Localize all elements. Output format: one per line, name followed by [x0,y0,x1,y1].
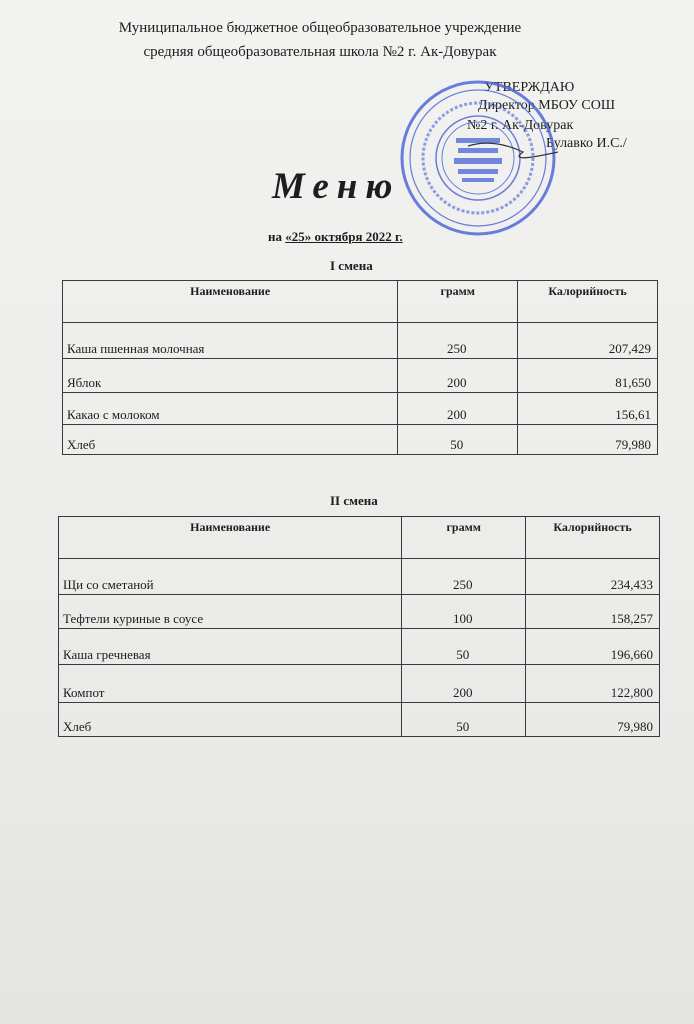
col-name-header: Наименование [59,517,402,559]
col-cal-header: Калорийность [518,281,658,323]
dish-cal: 79,980 [526,703,660,737]
table-row [63,323,658,359]
dish-gram: 250 [402,559,526,595]
col-cal-header: Калорийность [526,517,660,559]
dish-gram: 50 [398,425,518,455]
dish-name: Хлеб [63,425,398,455]
shift2-label: II смена [330,493,378,508]
dish-gram: 200 [398,393,518,425]
table-row [63,393,658,425]
table-row [59,665,660,703]
table-header-row [63,281,658,323]
dish-cal: 79,980 [518,425,658,455]
school-stamp [398,78,558,238]
dish-gram: 50 [402,629,526,665]
table-row [59,629,660,665]
col-gram-header: грамм [398,281,518,323]
col-name-header: Наименование [63,281,398,323]
dish-cal: 158,257 [526,595,660,629]
col-gram-header: грамм [402,517,526,559]
table-row [63,359,658,393]
page-title: Меню [272,166,401,207]
approval-title: УТВЕРЖДАЮ [484,80,575,95]
dish-gram: 200 [398,359,518,393]
dish-gram: 50 [402,703,526,737]
shift1-table [62,280,658,455]
dish-cal: 81,650 [518,359,658,393]
dish-cal: 156,61 [518,393,658,425]
dish-gram: 100 [402,595,526,629]
shift1-label: I смена [330,258,373,273]
table-row [59,559,660,595]
dish-cal: 234,433 [526,559,660,595]
table-header-row [59,517,660,559]
dish-cal: 196,660 [526,629,660,665]
shift2-table [58,516,660,737]
dish-name: Каша пшенная молочная [63,323,398,359]
date-value: «25» октября 2022 г. [285,229,403,244]
dish-cal: 122,800 [526,665,660,703]
menu-date [268,229,403,245]
dish-name: Какао с молоком [63,393,398,425]
dish-name: Щи со сметаной [59,559,402,595]
dish-name: Яблок [63,359,398,393]
table-row [59,595,660,629]
dish-gram: 250 [398,323,518,359]
dish-gram: 200 [402,665,526,703]
dish-name: Компот [59,665,402,703]
dish-name: Тефтели куриные в соусе [59,595,402,629]
approval-signatory: Булавко И.С./ [546,136,627,151]
table-row [63,425,658,455]
school-name-line2: средняя общеобразовательная школа №2 г. Ак-Довурак [143,44,497,60]
approval-school: №2 г. Ак-Довурак [467,118,574,133]
approval-position: Директор МБОУ СОШ [478,98,616,113]
dish-name: Хлеб [59,703,402,737]
table-row [59,703,660,737]
date-prefix: на [268,229,286,244]
dish-cal: 207,429 [518,323,658,359]
dish-name: Каша гречневая [59,629,402,665]
school-name-line1: Муниципальное бюджетное общеобразовательное учреждение [118,20,522,36]
